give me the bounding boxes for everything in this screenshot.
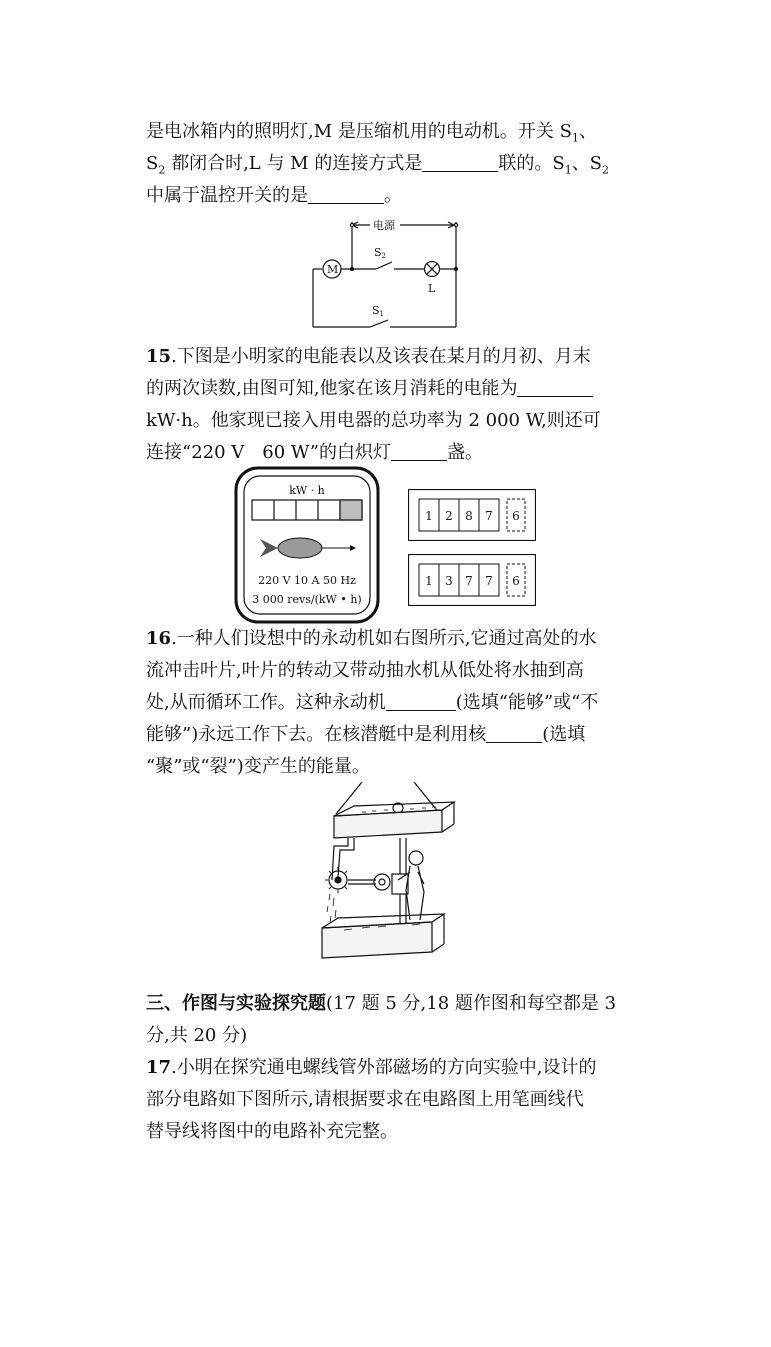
- q16-line-1: 16.一种人们设想中的永动机如右图所示,它通过高处的水: [146, 628, 597, 649]
- q14-line-2: $S_2$ 都闭合时,L 与 M 的连接方式是 联的。$S_1$、$S_2$: [146, 153, 610, 177]
- reading-digit: 7: [465, 574, 473, 588]
- junction-dot: [350, 267, 354, 271]
- meter-rating: 220 V 10 A 50 Hz: [258, 574, 356, 587]
- answer-blank[interactable]: [391, 442, 447, 461]
- switch-s1-label: S1: [372, 304, 385, 318]
- motor-label: M: [327, 263, 339, 276]
- answer-blank[interactable]: [386, 692, 456, 711]
- q17-line-3: 替导线将图中的电路补充完整。: [146, 1121, 398, 1142]
- reading-digit: 1: [425, 509, 433, 523]
- answer-blank[interactable]: [422, 153, 498, 172]
- meter-disc-icon: [260, 538, 356, 558]
- junction-dot: [454, 267, 458, 271]
- section3-heading-cont: 分,共 20 分): [146, 1025, 248, 1046]
- q14-line-3: 中属于温控开关的是 。: [146, 185, 402, 206]
- lamp-label: L: [428, 282, 436, 295]
- q14-line-1: 是电冰箱内的照明灯,M 是压缩机用的电动机。开关 $S_1$、: [146, 121, 597, 145]
- reading-digit: 8: [465, 509, 473, 523]
- q15-line-3: kW·h。他家现已接入用电器的总功率为 2 000 W,则还可: [146, 410, 601, 431]
- section3-heading: 三、作图与实验探究题(17 题 5 分,18 题作图和每空都是 3: [146, 993, 617, 1014]
- reading-decimal-digit: 6: [512, 574, 520, 588]
- meter-reading-end: [408, 554, 536, 606]
- reading-decimal-digit: 6: [512, 509, 520, 523]
- reading-digit: 1: [425, 574, 433, 588]
- reading-digit: 3: [445, 574, 453, 588]
- q16-line-2: 流冲击叶片,叶片的转动又带动抽水机从低处将水抽到高: [146, 660, 584, 681]
- q16-line-5: “聚”或“裂”)变产生的能量。: [146, 756, 370, 777]
- power-label: 电源: [373, 219, 395, 232]
- q15-line-4: 连接“220 V 60 W”的白炽灯 盏。: [146, 442, 483, 463]
- switch-s2-label: S2: [374, 246, 387, 260]
- answer-blank[interactable]: [486, 724, 542, 743]
- refrigerator-circuit-diagram: [306, 214, 466, 330]
- reading-digit: 7: [485, 574, 493, 588]
- electricity-meter: [234, 466, 380, 624]
- q17-line-2: 部分电路如下图所示,请根据要求在电路图上用笔画线代: [146, 1089, 584, 1110]
- q15-line-2: 的两次读数,由图可知,他家在该月消耗的电能为: [146, 373, 626, 404]
- q15-line-1: 15.下图是小明家的电能表以及该表在某月的月初、月末: [146, 346, 591, 367]
- answer-blank[interactable]: [517, 378, 593, 397]
- reading-digit: 7: [485, 509, 493, 523]
- q16-line-4: 能够”)永远工作下去。在核潜艇中是利用核 (选填: [146, 724, 586, 745]
- reading-digit: 2: [445, 509, 453, 523]
- meter-unit: kW · h: [289, 484, 325, 497]
- answer-blank[interactable]: [308, 185, 384, 204]
- meter-reading-start: [408, 489, 536, 541]
- q16-line-3: 处,从而循环工作。这种永动机 (选填“能够”或“不: [146, 692, 599, 713]
- meter-constant: 3 000 revs/(kW • h): [252, 593, 362, 606]
- perpetual-motion-machine-illustration: [314, 780, 460, 976]
- q17-line-1: 17.小明在探究通电螺线管外部磁场的方向实验中,设计的: [146, 1057, 597, 1078]
